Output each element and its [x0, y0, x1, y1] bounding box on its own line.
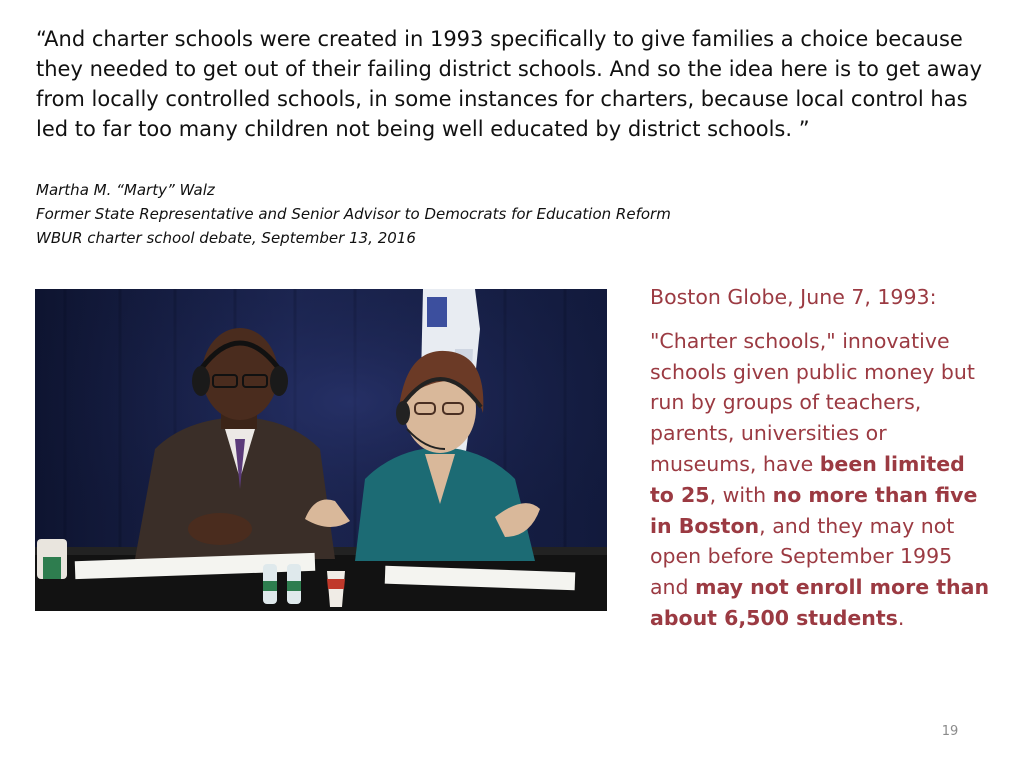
- excerpt-emphasis-limit: been limited to 25: [650, 451, 965, 507]
- newspaper-excerpt: [650, 282, 990, 634]
- excerpt-heading: Boston Globe, June 7, 1993:: [650, 285, 937, 309]
- excerpt-segment: "Charter schools," innovative schools given public money but run by groups of teachers, parents, universities or museums, have: [650, 328, 975, 476]
- page-number: 19: [941, 724, 959, 739]
- quote-attribution: [36, 178, 936, 250]
- excerpt-emphasis-enrollment: may not enroll more than about 6,500 students: [650, 575, 990, 630]
- quote-text: “And charter schools were created in 1993 specifically to give families a choice because they needed to get out of their failing district schools. And so the idea here is to get away from locally controlled schools, in some instances for charters, because local control has led to far too many children not being well educated by district schools. ”: [36, 27, 983, 141]
- excerpt-emphasis-boston: no more than five in Boston: [650, 482, 978, 538]
- excerpt-segment: , with: [709, 482, 773, 507]
- event-source: WBUR charter school debate, September 13, 2016: [36, 229, 416, 247]
- excerpt-segment: .: [897, 605, 905, 630]
- speaker-title: Former State Representative and Senior Advisor to Democrats for Education Reform: [36, 205, 671, 223]
- debate-photo: [35, 289, 607, 611]
- speaker-name: Martha M. “Marty” Walz: [36, 181, 215, 199]
- excerpt-segment: , and they may not open before September 1995 and: [650, 513, 955, 600]
- excerpt-body: [650, 326, 990, 634]
